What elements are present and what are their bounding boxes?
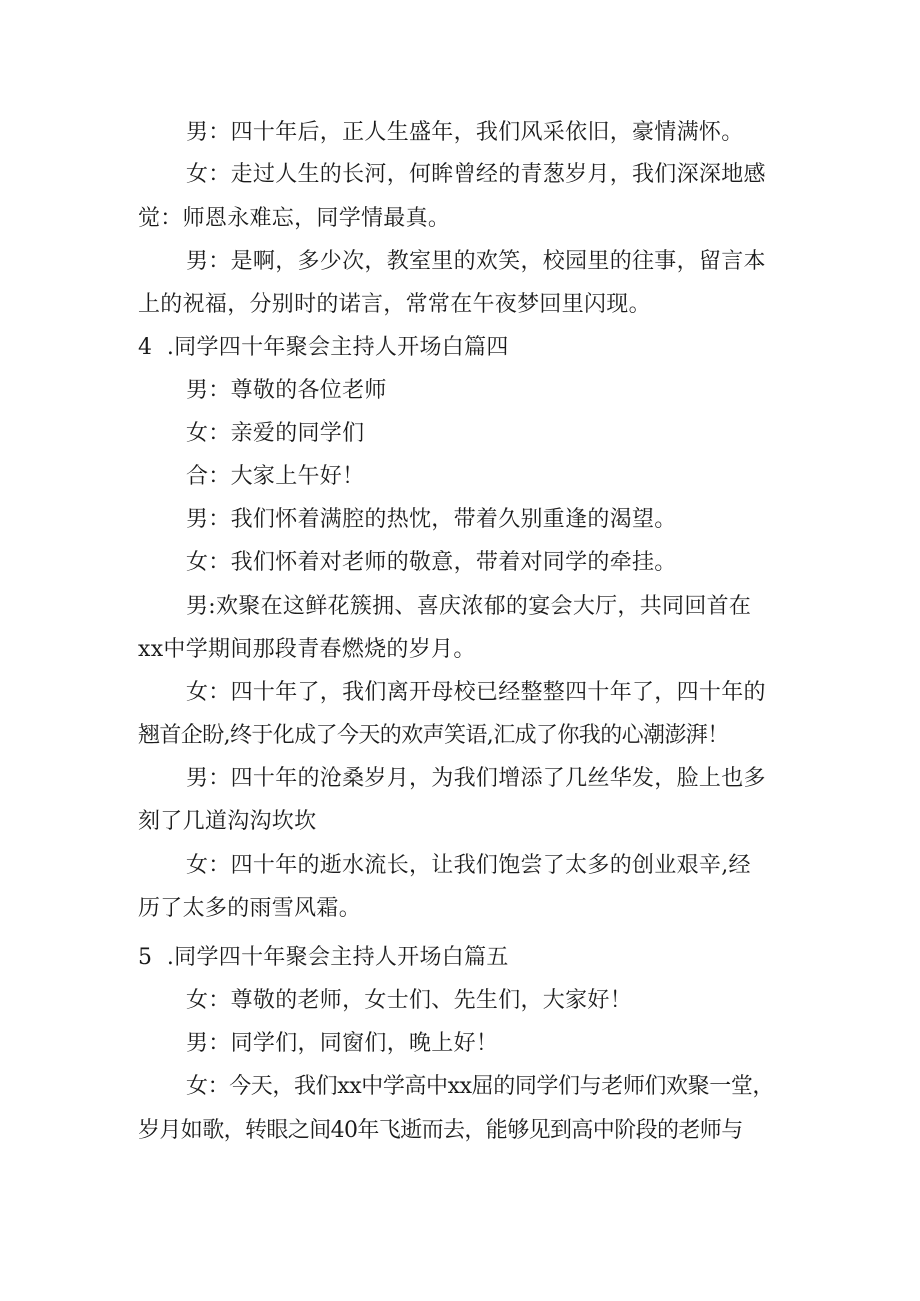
paragraph-line: 女：尊敬的老师，女士们、先生们，大家好！ — [186, 988, 633, 1013]
paragraph-line: 男：我们怀着满腔的热忱，带着久别重逢的渴望。 — [186, 507, 677, 532]
paragraph-line: 男：同学们，同窗们，晚上好！ — [186, 1031, 499, 1056]
paragraph-line: 翘首企盼,终于化成了今天的欢声笑语,汇成了你我的心潮澎湃！ — [138, 723, 729, 748]
paragraph-line: 女：我们怀着对老师的敬意，带着对同学的牵挂。 — [186, 550, 677, 575]
section-heading-5: 5 .同学四十年聚会主持人开场白篇五 — [138, 945, 509, 970]
paragraph-line: 男：尊敬的各位老师 — [186, 378, 387, 403]
paragraph-line: xx中学期间那段青春燃烧的岁月。 — [138, 637, 476, 662]
paragraph-line: 男：是啊，多少次，教室里的欢笑，校园里的往事，留言本 — [186, 249, 766, 274]
paragraph-line: 女：四十年了，我们离开母校已经整整四十年了，四十年的 — [186, 680, 766, 705]
paragraph-line: 男:欢聚在这鲜花簇拥、喜庆浓郁的宴会大厅，共同回首在 — [186, 594, 752, 619]
paragraph-line: 女：四十年的逝水流长，让我们饱尝了太多的创业艰辛,经 — [186, 853, 751, 878]
paragraph-line: 女：亲爱的同学们 — [186, 421, 365, 446]
paragraph-line: 女：今天，我们xx中学高中xx屈的同学们与老师们欢聚一堂， — [186, 1074, 775, 1099]
paragraph-line: 男：四十年后，正人生盛年，我们风采依旧，豪情满怀。 — [186, 120, 744, 145]
paragraph-line: 上的祝福，分别时的诺言，常常在午夜梦回里闪现。 — [138, 292, 651, 317]
paragraph-line: 合：大家上午好！ — [186, 464, 365, 489]
paragraph-line: 刻了几道沟沟坎坎 — [138, 809, 317, 834]
paragraph-line: 历了太多的雨雪风霜。 — [138, 896, 362, 921]
paragraph-line: 觉：师恩永难忘，同学情最真。 — [138, 206, 451, 231]
section-heading-4: 4 .同学四十年聚会主持人开场白篇四 — [138, 335, 509, 360]
paragraph-line: 女：走过人生的长河，何眸曾经的青葱岁月，我们深深地感 — [186, 162, 766, 187]
paragraph-line: 岁月如歌，转眼之间40年飞逝而去，能够见到高中阶段的老师与 — [138, 1118, 743, 1143]
paragraph-line: 男：四十年的沧桑岁月，为我们增添了几丝华发，脸上也多 — [186, 766, 766, 791]
